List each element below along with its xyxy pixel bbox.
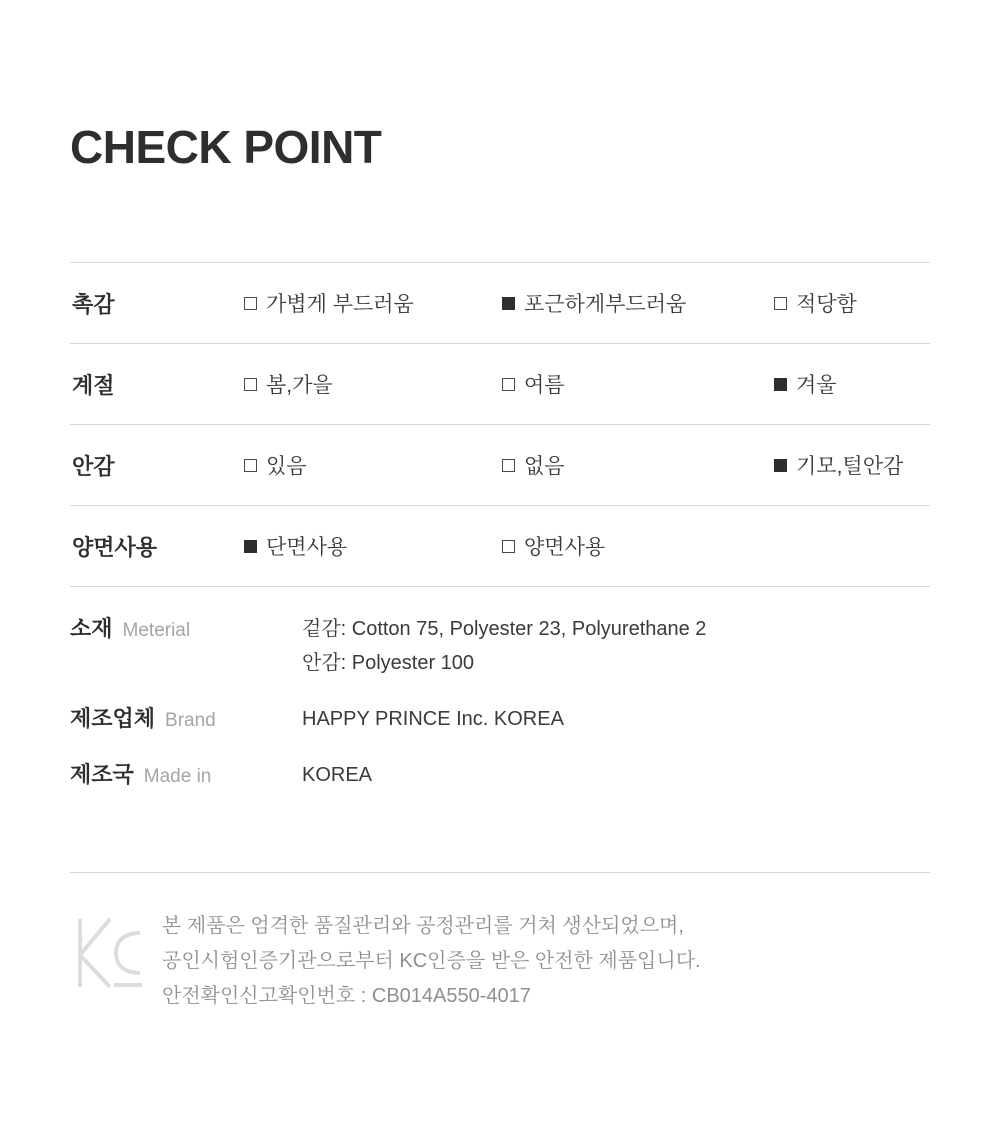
table-row [70, 263, 930, 344]
info-value-brand: HAPPY PRINCE Inc. KOREA [302, 708, 564, 730]
info-value-material [302, 612, 706, 680]
info-value-made-in: KOREA [302, 764, 373, 786]
option-season-2[interactable] [502, 344, 774, 425]
option-lining-2[interactable] [502, 425, 774, 506]
checkbox-checked-icon[interactable] [244, 540, 257, 553]
option-label: 봄,가을 [266, 374, 333, 397]
table-row [70, 506, 930, 587]
table-row [70, 425, 930, 506]
info-label-en: Brand [165, 710, 216, 731]
checkbox-checked-icon[interactable] [502, 297, 515, 310]
checkbox-checked-icon[interactable] [774, 459, 787, 472]
option-label: 적당함 [796, 293, 857, 316]
checkbox-unchecked-icon[interactable] [244, 378, 257, 391]
kc-certification-text [162, 905, 701, 1014]
option-touch-1[interactable] [244, 263, 502, 344]
kc-text-line-3: 안전확인신고확인번호 : CB014A550-4017 [162, 985, 531, 1007]
option-touch-3[interactable] [774, 263, 930, 344]
info-row-brand [70, 702, 930, 736]
table-row [70, 344, 930, 425]
section-divider [70, 872, 930, 873]
checkbox-unchecked-icon[interactable] [502, 540, 515, 553]
row-label-season: 계절 [72, 372, 115, 398]
option-lining-3[interactable] [774, 425, 930, 506]
check-point-table [70, 262, 930, 587]
info-label-en: Made in [143, 766, 212, 787]
info-label-ko: 소재 [70, 616, 113, 641]
option-label: 없음 [524, 455, 565, 478]
info-label-material [70, 612, 302, 643]
option-label: 있음 [266, 455, 307, 478]
material-outer: 겉감: Cotton 75, Polyester 23, Polyurethane 2 [302, 618, 707, 640]
kc-certification-block [70, 905, 701, 1014]
checkbox-unchecked-icon[interactable] [244, 459, 257, 472]
info-label-ko: 제조국 [70, 762, 134, 787]
checkbox-unchecked-icon[interactable] [774, 297, 787, 310]
material-lining: 안감: Polyester 100 [302, 652, 475, 674]
option-label: 양면사용 [524, 536, 606, 559]
product-info-list [70, 612, 930, 814]
row-label-touch: 촉감 [72, 291, 115, 317]
option-label: 가볍게 부드러움 [266, 293, 414, 316]
option-label: 겨울 [796, 374, 837, 397]
option-label: 기모,털안감 [796, 455, 904, 478]
option-lining-1[interactable] [244, 425, 502, 506]
option-label: 포근하게부드러움 [524, 293, 687, 316]
option-label: 단면사용 [266, 536, 348, 559]
kc-certification-logo-icon [70, 905, 162, 996]
option-season-1[interactable] [244, 344, 502, 425]
info-label-made-in [70, 758, 302, 789]
info-row-made-in [70, 758, 930, 792]
option-reversible-1[interactable] [244, 506, 502, 587]
option-label: 여름 [524, 374, 565, 397]
checkbox-unchecked-icon[interactable] [502, 459, 515, 472]
option-reversible-2[interactable] [502, 506, 774, 587]
info-row-material [70, 612, 930, 680]
info-label-en: Meterial [122, 620, 191, 641]
row-label-reversible: 양면사용 [72, 534, 158, 560]
checkbox-unchecked-icon[interactable] [244, 297, 257, 310]
kc-text-line-1: 본 제품은 엄격한 품질관리와 공정관리를 거쳐 생산되었으며, [162, 915, 684, 937]
page-title: CHECK POINT [70, 121, 382, 173]
row-label-lining: 안감 [72, 453, 115, 479]
option-reversible-3 [774, 506, 930, 587]
info-label-ko: 제조업체 [70, 706, 156, 731]
checkbox-checked-icon[interactable] [774, 378, 787, 391]
info-label-brand [70, 702, 302, 733]
kc-text-line-2: 공인시험인증기관으로부터 KC인증을 받은 안전한 제품입니다. [162, 950, 701, 972]
option-season-3[interactable] [774, 344, 930, 425]
checkbox-unchecked-icon[interactable] [502, 378, 515, 391]
option-touch-2[interactable] [502, 263, 774, 344]
